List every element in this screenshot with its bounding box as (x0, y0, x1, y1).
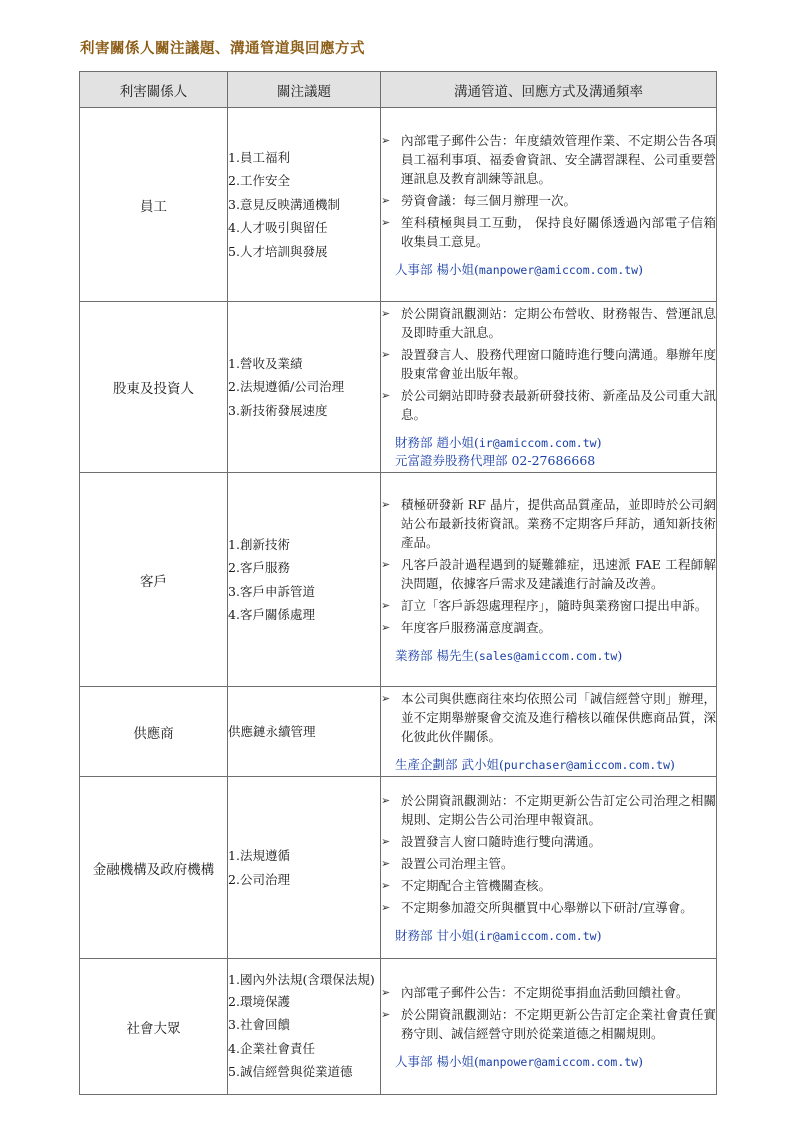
topic-item: 5. 誠信經營與從業道德 (228, 1064, 353, 1079)
arrow-bullet-icon: ➢ (381, 348, 391, 361)
channels-cell (381, 777, 717, 959)
topics-cell (228, 473, 381, 687)
arrow-bullet-icon: ➢ (381, 557, 391, 571)
table-row (80, 777, 717, 959)
contact-line: 生產企劃部 武小姐(purchaser@amiccom.com.tw) (395, 757, 675, 772)
stakeholder-cell: 社會大眾 (80, 959, 228, 1095)
email-link[interactable]: manpower@amiccom.com.tw (478, 1054, 639, 1069)
table-row (80, 302, 717, 473)
email-link[interactable]: ir@amiccom.com.tw (478, 928, 597, 943)
topic-item: 3. 社會回饋 (228, 1017, 290, 1032)
list-item: ➢ 勞資會議：每三個月辦理一次。 (381, 192, 577, 208)
arrow-bullet-icon: ➢ (381, 793, 391, 807)
contact-line: 人事部 楊小姐(manpower@amiccom.com.tw) (395, 1053, 643, 1069)
table-row (80, 687, 717, 777)
topic-item: 3. 意見反映溝通機制 (228, 196, 340, 212)
topics-cell (228, 302, 381, 473)
arrow-bullet-icon: ➢ (381, 878, 391, 892)
stakeholder-cell: 金融機構及政府機構 (80, 777, 228, 959)
topic-item: 2. 法規遵循/公司治理 (228, 379, 345, 395)
topic-item: 5. 人才培訓與發展 (228, 243, 328, 259)
topic-item: 2. 公司治理 (228, 871, 290, 887)
topics-cell (228, 959, 381, 1095)
topics-cell (228, 687, 381, 777)
list-item: ➢ 本公司與供應商往來均依照公司「誠信經營守則」辦理，並不定期舉辦聚會交流及進行稽核以確保供應商品質，深化彼此伙伴關係。 (381, 691, 716, 744)
list-item: ➢ 笙科積極與員工互動， 保持良好關係透過內部電子信箱收集員工意見。 (381, 214, 716, 249)
list-item: ➢ 內部電子郵件公告：不定期從事捐血活動回饋社會。 (381, 984, 689, 1000)
stakeholder-cell: 供應商 (80, 687, 228, 777)
topic-item: 2. 環境保護 (228, 993, 290, 1009)
page-title: 利害關係人關注議題、溝通管道與回應方式 (80, 40, 365, 57)
contact-line: 財務部 趙小姐(ir@amiccom.com.tw) (395, 435, 602, 450)
email-link[interactable]: ir@amiccom.com.tw (478, 436, 597, 450)
topics-cell (228, 777, 381, 959)
header-channels: 溝通管道、回應方式及溝通頻率 (381, 72, 717, 108)
arrow-bullet-icon: ➢ (381, 598, 391, 612)
arrow-bullet-icon: ➢ (381, 1007, 391, 1021)
list-item: ➢ 於公開資訊觀測站：不定期更新公告訂定企業社會責任實務守則、誠信經營守則於從業道德之相關規則。 (381, 1006, 716, 1041)
stakeholder-cell: 客戶 (80, 473, 228, 687)
topic-item: 1. 國內外法規(含環保法規) (228, 971, 375, 987)
list-item: ➢ 不定期參加證交所與櫃買中心舉辦以下研討/宣導會。 (381, 899, 693, 915)
topic-item: 1. 營收及業績 (228, 355, 303, 371)
arrow-bullet-icon: ➢ (381, 985, 391, 999)
email-link[interactable]: sales@amiccom.com.tw (478, 648, 618, 663)
list-item: ➢ 積極研發新 RF 晶片，提供高品質產品，並即時於公司網站公布最新技術資訊。業務不定期客戶拜訪，通知新技術產品。 (381, 496, 716, 550)
arrow-bullet-icon: ➢ (381, 620, 391, 634)
list-item: ➢ 於公司網站即時發表最新研發技術、新產品及公司重大訊息。 (381, 388, 716, 422)
list-item: ➢ 凡客戶設計過程遇到的疑難雜症，迅速派 FAE 工程師解決問題，依據客戶需求及建議進行討論及改善。 (381, 556, 716, 591)
arrow-bullet-icon: ➢ (381, 389, 391, 402)
list-item: ➢ 於公開資訊觀測站：定期公布營收、財務報告、營運訊息及即時重大訊息。 (381, 306, 716, 340)
contact-line: 財務部 甘小姐(ir@amiccom.com.tw) (395, 927, 602, 943)
topic-item: 3. 新技術發展速度 (228, 402, 328, 418)
arrow-bullet-icon: ➢ (381, 900, 391, 914)
contact-line: 人事部 楊小姐(manpower@amiccom.com.tw) (395, 261, 643, 277)
channels-cell (381, 959, 717, 1095)
header-stakeholder: 利害關係人 (80, 72, 228, 108)
topics-cell (228, 108, 381, 302)
list-item: ➢ 年度客戶服務滿意度調查。 (381, 619, 552, 635)
arrow-bullet-icon: ➢ (381, 307, 391, 320)
topic-item: 1. 法規遵循 (228, 848, 290, 863)
topic-item: 2. 工作安全 (228, 173, 290, 189)
stakeholder-cell: 股東及投資人 (80, 302, 228, 473)
header-topics: 關注議題 (228, 72, 381, 108)
arrow-bullet-icon: ➢ (381, 692, 391, 705)
topic-item: 1. 員工福利 (228, 149, 290, 165)
arrow-bullet-icon: ➢ (381, 856, 391, 870)
email-link[interactable]: manpower@amiccom.com.tw (478, 262, 639, 277)
topic-item: 2. 客戶服務 (228, 560, 290, 575)
channels-cell (381, 687, 717, 777)
list-item: ➢ 設置公司治理主管。 (381, 855, 514, 871)
list-item: ➢ 設置發言人、股務代理窗口隨時進行雙向溝通。舉辦年度股東常會並出版年報。 (381, 347, 716, 381)
topic-item: 4. 客戶關係處理 (228, 607, 315, 622)
topic-item: 4. 人才吸引與留任 (228, 220, 328, 236)
table-row (80, 108, 717, 302)
list-item: ➢ 訂立「客戶訴怨處理程序」，隨時與業務窗口提出申訴。 (381, 597, 708, 613)
list-item: ➢ 於公開資訊觀測站：不定期更新公告訂定公司治理之相關規則、定期公告公司治理申報資訊。 (381, 792, 716, 827)
channels-cell (381, 108, 717, 302)
table-row (80, 959, 717, 1095)
email-link[interactable]: purchaser@amiccom.com.tw (503, 758, 671, 772)
table-row (80, 473, 717, 687)
topic-item: 3. 客戶申訴管道 (228, 583, 315, 599)
stakeholder-table (79, 71, 717, 1095)
arrow-bullet-icon: ➢ (381, 497, 391, 511)
arrow-bullet-icon: ➢ (381, 834, 391, 848)
table-header-row (80, 72, 717, 108)
channels-cell (381, 302, 717, 473)
topic-item: 供應鏈永續管理 (228, 723, 316, 739)
contact-line: 業務部 楊先生(sales@amiccom.com.tw) (395, 647, 623, 663)
arrow-bullet-icon: ➢ (381, 133, 391, 147)
list-item: ➢ 設置發言人窗口隨時進行雙向溝通。 (381, 833, 602, 849)
arrow-bullet-icon: ➢ (381, 193, 391, 207)
list-item: ➢ 內部電子郵件公告：年度績效管理作業、不定期公告各項員工福利事項、福委會資訊、安全講習課程、公司重要營運訊息及教育訓練等訊息。 (381, 132, 716, 186)
topic-item: 4. 企業社會責任 (228, 1040, 315, 1056)
list-item: ➢ 不定期配合主管機關查核。 (381, 877, 552, 893)
topic-item: 1. 創新技術 (228, 536, 290, 552)
stakeholder-cell: 員工 (80, 108, 228, 302)
channels-cell (381, 473, 717, 687)
contact-line: 元富證券股務代理部 02-27686668 (395, 453, 596, 468)
arrow-bullet-icon: ➢ (381, 215, 391, 229)
